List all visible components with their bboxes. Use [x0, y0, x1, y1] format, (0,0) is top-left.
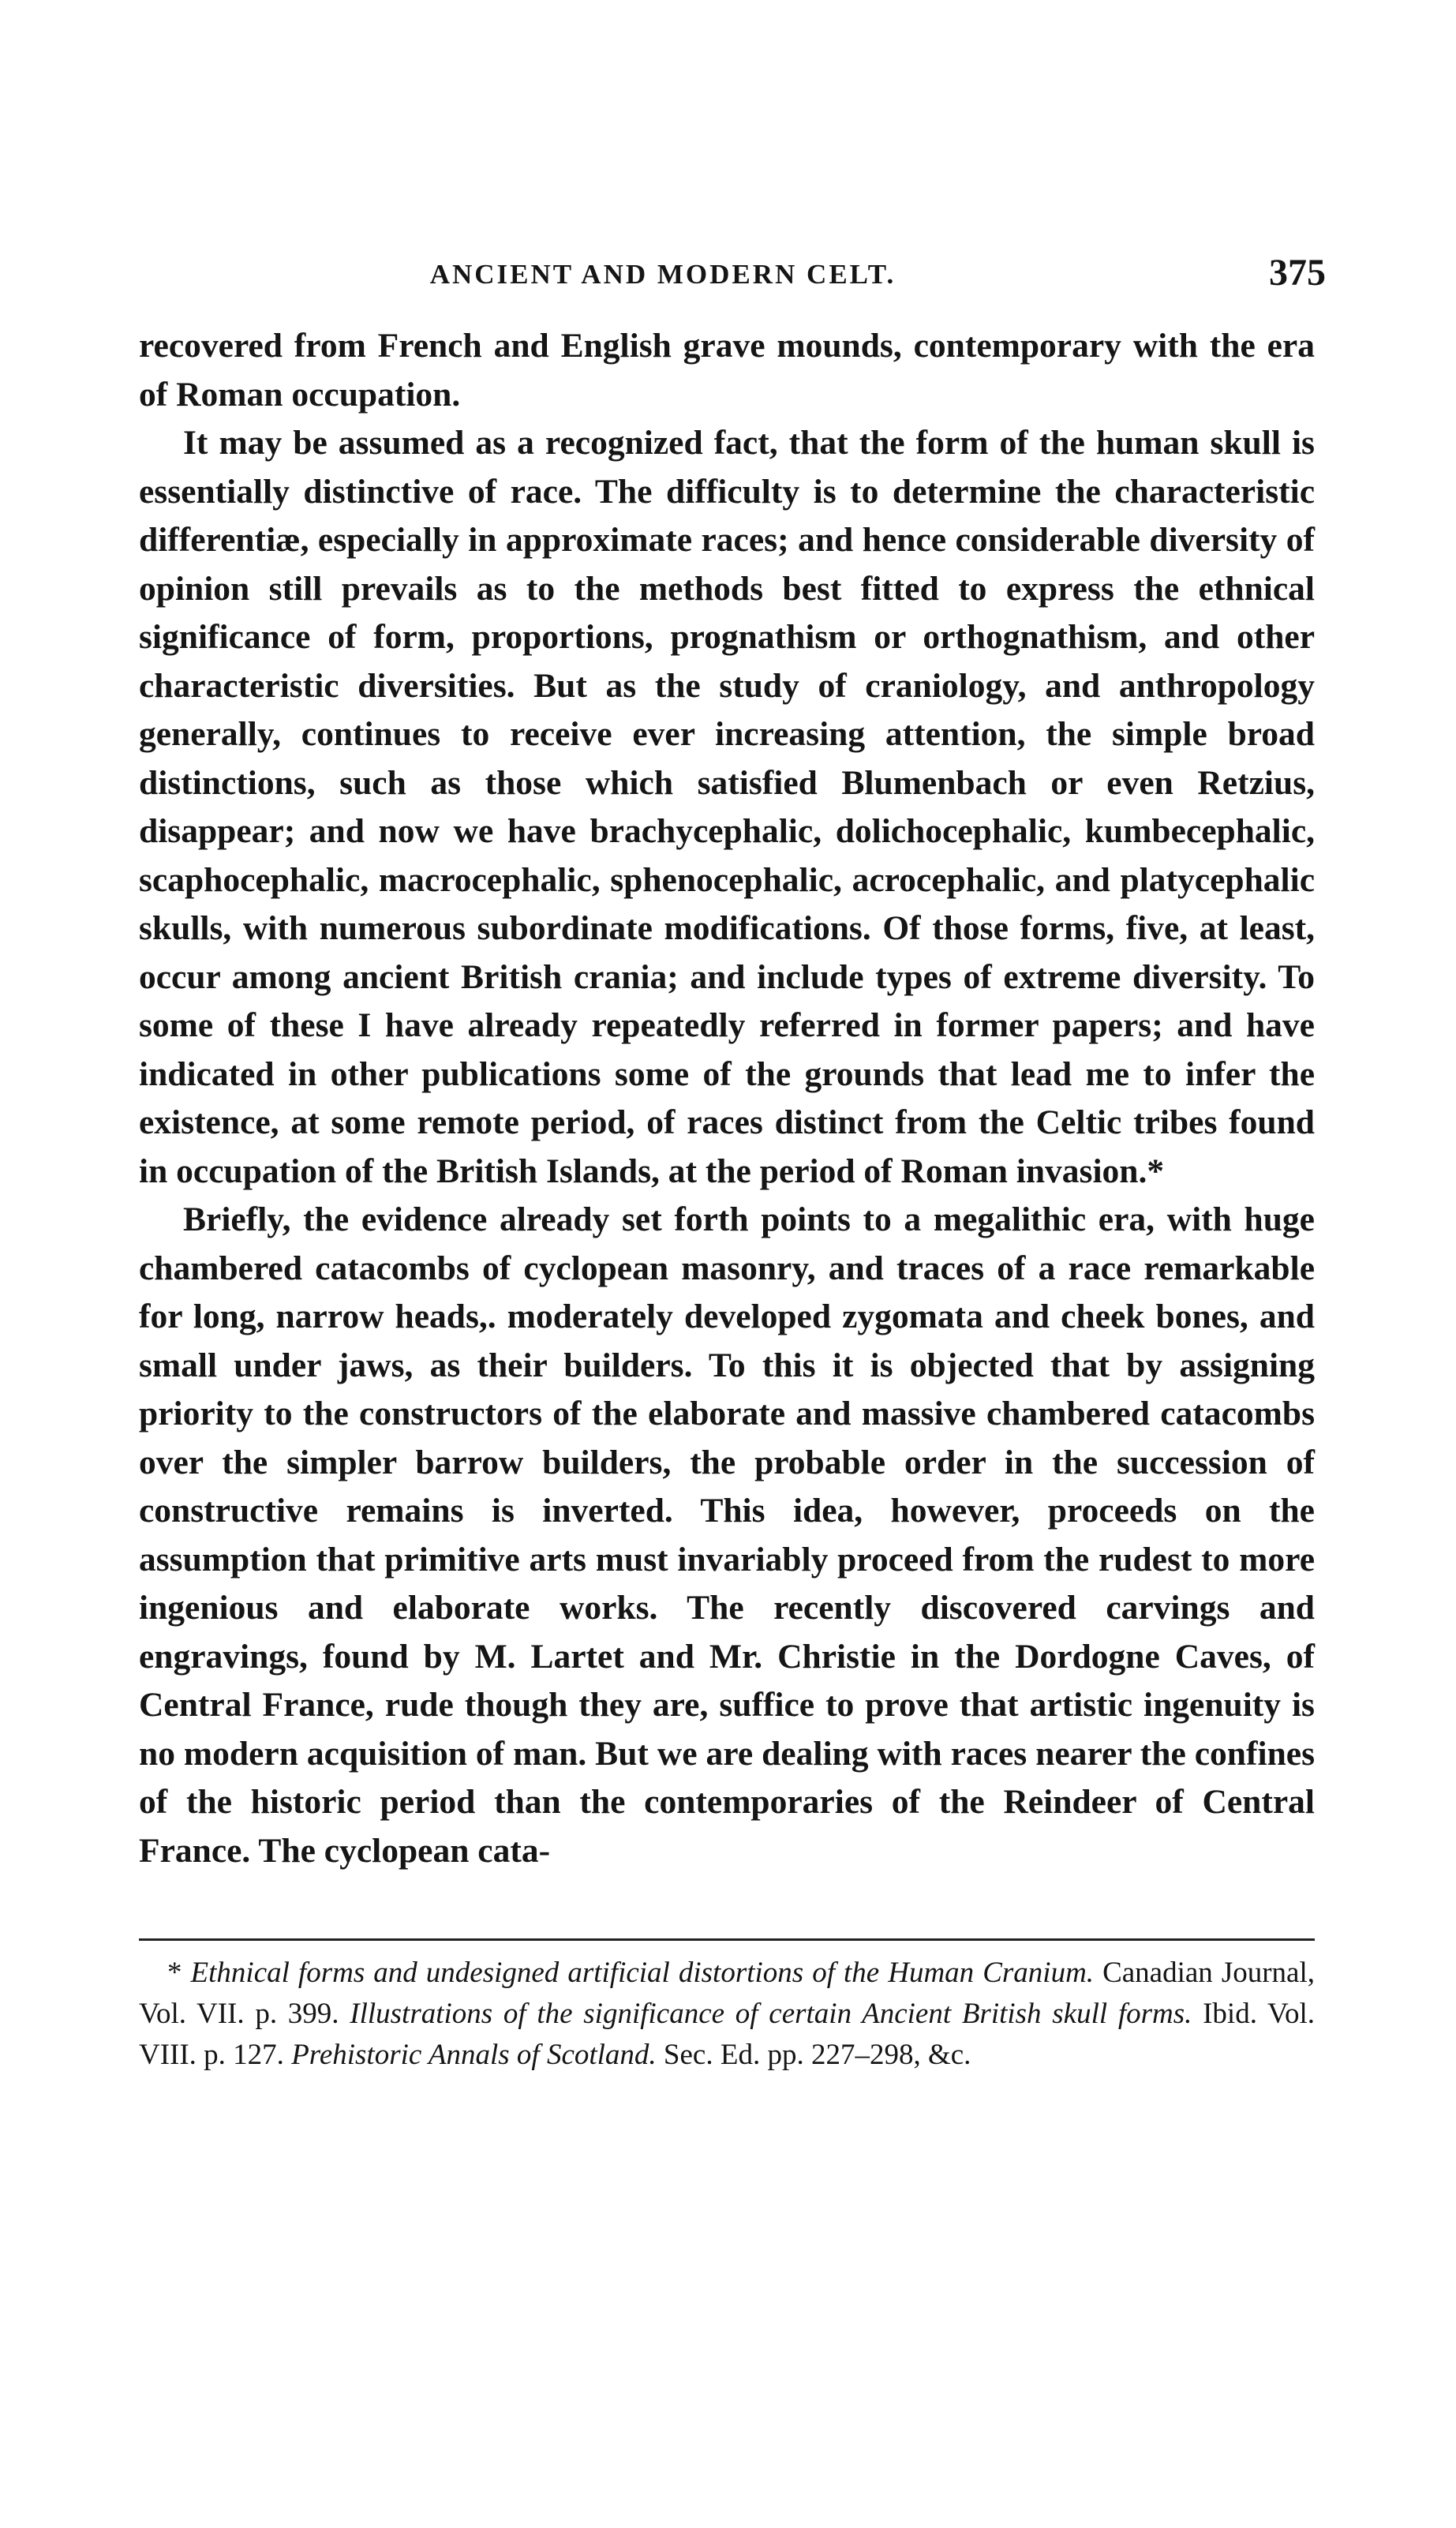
paragraph-continuation: recovered from French and English grave mounds, contemporary with the era of Roman occupation. [139, 327, 1315, 414]
footnote-title-prehistoric-annals: Prehistoric Annals of Scotland. [291, 2039, 657, 2071]
footnote-divider [139, 1938, 1315, 1941]
paragraph-skull-form: It may be assumed as a recognized fact, that the form of the human skull is essentially distinctive of race. The difficulty is to determine the characteristic differentiæ, especially in approximate races; and hence considerable diversity of opinion still prevails as to the methods best fitted to express the ethnical significance of form, proportions, prognathism or orthognathism, and other characteristic diversities. But as the study of craniology, and anthropology generally, continues to receive ever increasing attention, the simple broad distinctions, such as those which satisfied Blumenbach or even Retzius, disappear; and now we have brachycephalic, dolichocephalic, kumbecephalic, scaphocephalic, macrocephalic, sphenocephalic, acrocephalic, and platycephalic skulls, with numerous subordinate modifications. Of those forms, five, at least, occur among ancient British crania; and include types of extreme diversity. To some of these I have already repeatedly referred in former papers; and have indicated in other publications some of the grounds that lead me to infer the existence, at some remote period, of races distinct from the Celtic tribes found in occupation of the British Islands, at the period of Roman invasion.* [139, 424, 1315, 1190]
paragraph-megalithic-era: Briefly, the evidence already set forth points to a megalithic era, with huge chambered catacombs of cyclopean masonry, and traces of a race remarkable for long, narrow heads,. moderately developed zygomata and cheek bones, and small under jaws, as their builders. To this it is objected that by assigning priority to the constructors of the elaborate and massive chambered catacombs over the simpler barrow builders, the probable order in the succession of constructive remains is inverted. This idea, however, proceeds on the assumption that primitive arts must invariably proceed from the rudest to more ingenious and elaborate works. The recently discovered carvings and engravings, found by M. Lartet and Mr. Christie in the Dordogne Caves, of Central France, rude though they are, suffice to prove that artistic ingenuity is no modern acquisition of man. But we are dealing with races nearer the confines of the historic period than the contemporaries of the Reindeer of Central France. The cyclopean cata- [139, 1200, 1315, 1870]
footnote-citation-canadian-journal: Canadian Journal, Vol. VII. p. 399. [139, 1957, 1316, 2030]
footnote [139, 1953, 1315, 2076]
footnotes [139, 1953, 1315, 2076]
footnote-citation-ibid: Ibid. Vol. VIII. p. 127. [139, 1998, 1315, 2071]
running-title: ANCIENT AND MODERN CELT. [429, 259, 896, 290]
body-text [139, 322, 1315, 1875]
footnote-title-illustrations: Illustrations of the significance of certain Ancient British skull forms. [350, 1998, 1192, 2030]
running-head [126, 251, 1326, 298]
footnote-marker: * [167, 1957, 191, 1989]
page-number: 375 [1269, 252, 1326, 294]
footnote-title-ethnical-forms: Ethnical forms and undesigned artificial distortions of the Human Cranium. [190, 1957, 1095, 1989]
footnote-citation-edition: Sec. Ed. pp. 227–298, &c. [656, 2039, 971, 2071]
